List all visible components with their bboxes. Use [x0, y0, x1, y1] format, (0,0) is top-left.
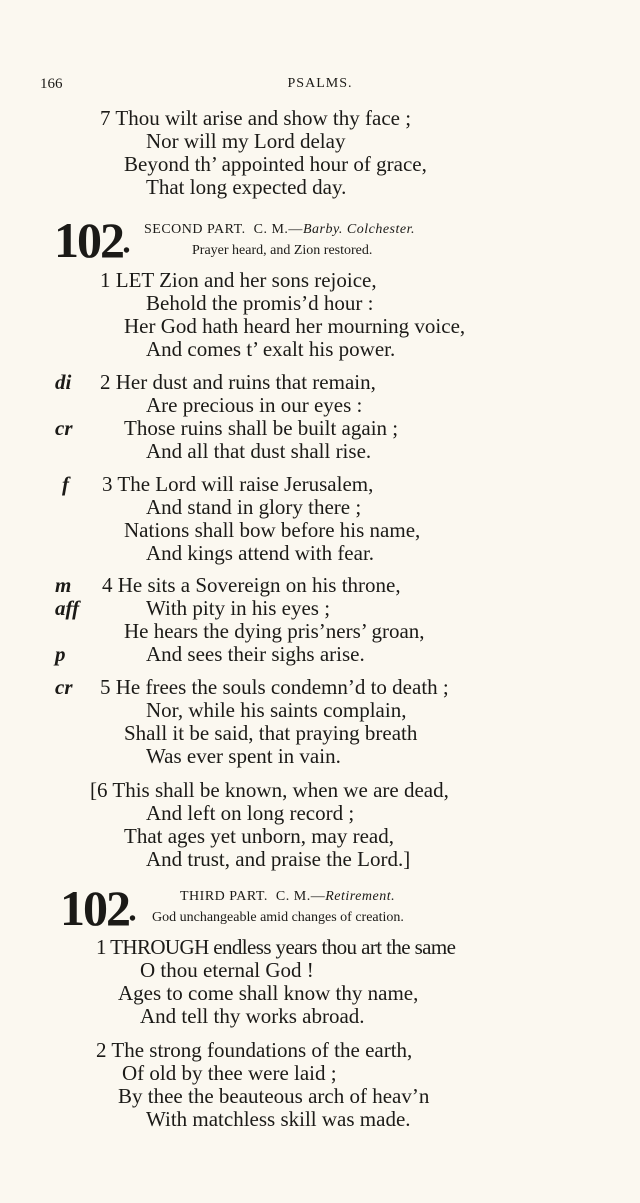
verse-line: Beyond th’ appointed hour of grace, — [124, 152, 427, 176]
dynamic-mark: cr — [55, 416, 73, 440]
hymn-subtitle: God unchangeable amid changes of creation. — [152, 910, 404, 925]
verse-line: And stand in glory there ; — [146, 495, 362, 519]
verse-line: With matchless skill was made. — [146, 1107, 411, 1131]
verse-line: Those ruins shall be built again ; — [124, 416, 399, 440]
verse-line: And tell thy works abroad. — [140, 1004, 365, 1028]
verse-line: Shall it be said, that praying breath — [124, 721, 418, 745]
verse-line: 4 He sits a Sovereign on his throne, — [102, 573, 401, 597]
dynamic-mark: di — [55, 370, 72, 394]
verse-line: And all that dust shall rise. — [146, 439, 372, 463]
hymn-tunes: Retirement. — [325, 889, 396, 904]
hymn-meter: C. M.— — [253, 222, 303, 237]
verse-line: Behold the promis’d hour : — [146, 291, 374, 315]
verse-line: 3 The Lord will raise Jerusalem, — [102, 472, 374, 496]
verse-line: By thee the beauteous arch of heav’n — [118, 1084, 430, 1108]
verse-line: That long expected day. — [146, 175, 347, 199]
hymn-number-text: 102 — [60, 880, 129, 936]
dynamic-mark: aff — [55, 596, 80, 620]
verse-line: Ages to come shall know thy name, — [118, 981, 419, 1005]
hymn-part: SECOND PART. — [144, 222, 246, 237]
verse-line: Nor, while his saints complain, — [146, 698, 407, 722]
hymn-number: 102• — [60, 880, 135, 936]
verse-line: 1 THROUGH endless years thou art the same — [96, 935, 456, 959]
verse-line: And trust, and praise the Lord.] — [146, 847, 411, 871]
hymn-header — [180, 889, 395, 905]
verse-line: And kings attend with fear. — [146, 541, 375, 565]
verse-line: He hears the dying pris’ners’ groan, — [124, 619, 425, 643]
verse-line: 5 He frees the souls condemn’d to death ; — [100, 675, 449, 699]
verse-line: Are precious in our eyes : — [146, 393, 363, 417]
dynamic-mark: p — [55, 642, 66, 666]
hymn-number-text: 102 — [54, 212, 123, 268]
verse-line: 2 The strong foundations of the earth, — [96, 1038, 413, 1062]
dynamic-mark: m — [55, 573, 72, 597]
dynamic-mark: f — [62, 472, 69, 496]
verse-line: That ages yet unborn, may read, — [124, 824, 394, 848]
verse-line: And left on long record ; — [146, 801, 355, 825]
verse-line: Nations shall bow before his name, — [124, 518, 421, 542]
hymn-subtitle: Prayer heard, and Zion restored. — [192, 243, 373, 258]
verse-line: With pity in his eyes ; — [146, 596, 331, 620]
hymn-header — [144, 222, 415, 238]
hymn-number: 102• — [54, 212, 129, 268]
dynamic-mark: cr — [55, 675, 73, 699]
verse-line: Her God hath heard her mourning voice, — [124, 314, 466, 338]
verse-line: Was ever spent in vain. — [146, 744, 341, 768]
verse-line: And comes t’ exalt his power. — [146, 337, 396, 361]
verse-line: 1 LET Zion and her sons rejoice, — [100, 268, 377, 292]
verse-line: 7 Thou wilt arise and show thy face ; — [100, 106, 412, 130]
verse-line: 2 Her dust and ruins that remain, — [100, 370, 376, 394]
page-number: 166 — [40, 76, 63, 92]
hymn-tunes: Barby. Colchester. — [302, 222, 415, 237]
hymn-part: THIRD PART. — [180, 889, 268, 904]
verse-line: And sees their sighs arise. — [146, 642, 365, 666]
verse-line: [6 This shall be known, when we are dead, — [90, 778, 449, 802]
hymn-meter: C. M.— — [275, 889, 326, 904]
verse-line: O thou eternal God ! — [140, 958, 314, 982]
verse-line: Of old by thee were laid ; — [122, 1061, 337, 1085]
verse-line: Nor will my Lord delay — [146, 129, 346, 153]
running-head: PSALMS. — [287, 76, 353, 91]
